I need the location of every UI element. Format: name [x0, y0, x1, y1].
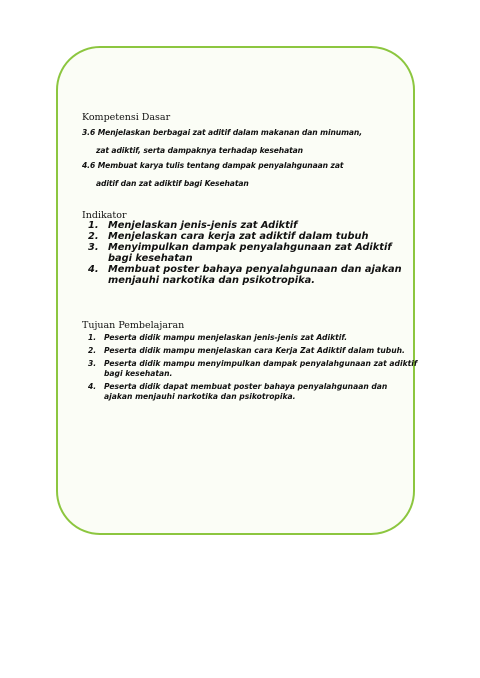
tujuan-heading: Tujuan Pembelajaran	[82, 320, 185, 331]
kompetensi-line-1: 3.6 Menjelaskan berbagai zat aditif dalam makanan dan minuman,	[82, 128, 362, 137]
list-item: 3. Menyimpulkan dampak penyalahgunaan zat Adiktif bagi kesehatan	[88, 242, 392, 264]
list-item: 2. Menjelaskan cara kerja zat adiktif dalam tubuh	[88, 231, 369, 242]
indikator-heading: Indikator	[82, 210, 127, 221]
list-item: 4. Membuat poster bahaya penyalahgunaan dan ajakan menjauhi narkotika dan psikotropika.	[88, 264, 402, 286]
kompetensi-line-4: aditif dan zat adiktif bagi Kesehatan	[96, 179, 249, 188]
indikator-list	[88, 220, 418, 286]
kompetensi-line-2: zat adiktif, serta dampaknya terhadap kesehatan	[96, 146, 303, 155]
list-item: 1. Peserta didik mampu menjelaskan jenis-jenis zat Adiktif.	[88, 333, 348, 342]
list-item: 4. Peserta didik dapat membuat poster bahaya penyalahgunaan dan ajakan menjauhi narkotika dan psikotropika.	[88, 382, 388, 401]
kompetensi-line-3: 4.6 Membuat karya tulis tentang dampak penyalahgunaan zat	[82, 161, 344, 170]
list-item: 2. Peserta didik mampu menjelaskan cara Kerja Zat Adiktif dalam tubuh.	[88, 346, 405, 355]
kompetensi-dasar-heading: Kompetensi Dasar	[82, 112, 171, 123]
list-item: 3. Peserta didik mampu menyimpulkan dampak penyalahgunaan zat adiktif bagi kesehatan.	[88, 359, 418, 378]
list-item: 1. Menjelaskan jenis-jenis zat Adiktif	[88, 220, 298, 231]
tujuan-list	[88, 333, 418, 405]
